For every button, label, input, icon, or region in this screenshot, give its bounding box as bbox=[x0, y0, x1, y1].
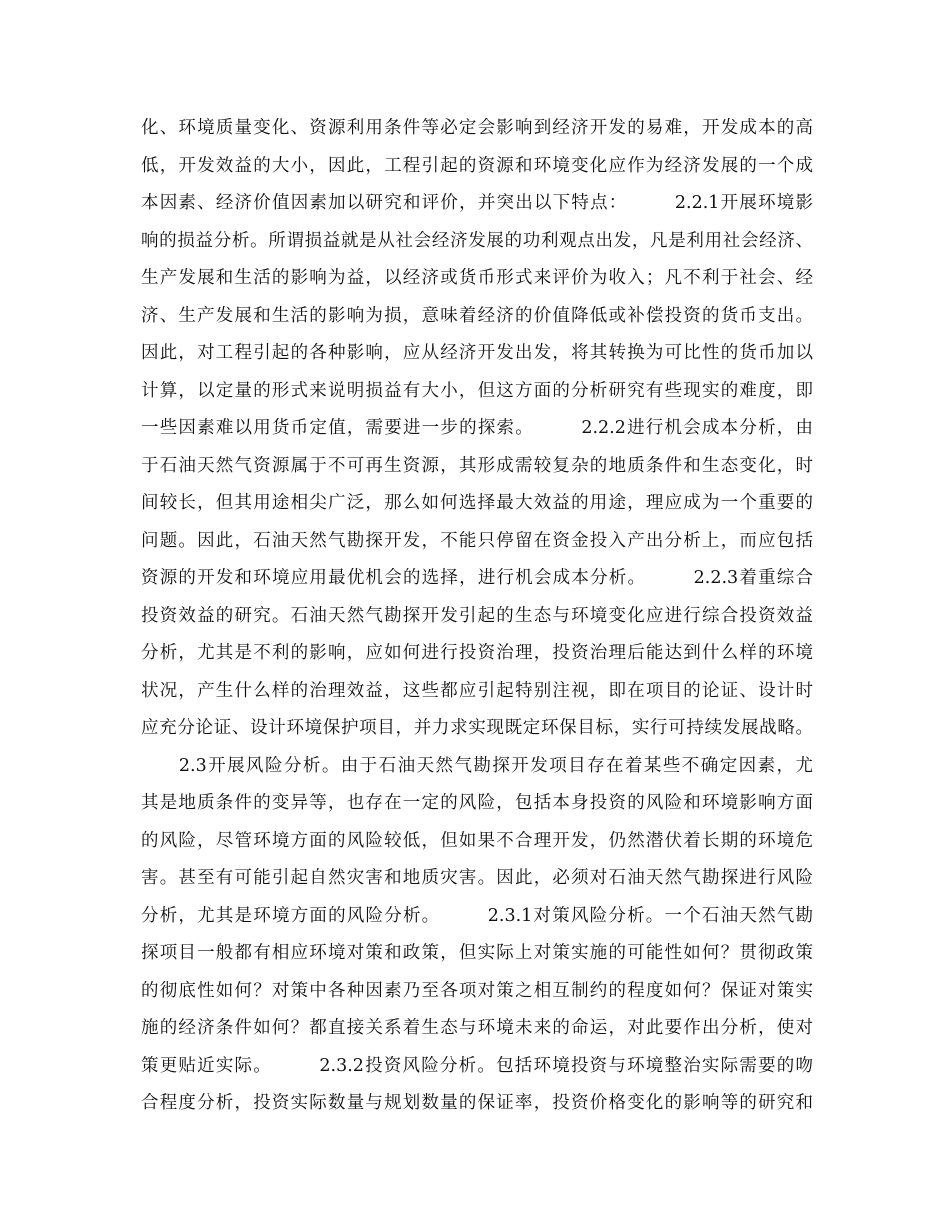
text-line: 生产发展和生活的影响为益，以经济或货币形式来评价为收入；凡不利于社会、经 bbox=[141, 268, 813, 288]
body-text bbox=[141, 110, 813, 1123]
text-line: 本因素、经济价值因素加以研究和评价，并突出以下特点： 2.2.1开展环境影 bbox=[141, 193, 813, 213]
text-line: 探项目一般都有相应环境对策和政策，但实际上对策实施的可能性如何？贯彻政策 bbox=[141, 943, 813, 963]
text-line: 状况，产生什么样的治理效益，这些都应引起特别注视，即在项目的论证、设计时 bbox=[141, 680, 813, 701]
text-line: 资源的开发和环境应用最优机会的选择，进行机会成本分析。 2.2.3着重综合 bbox=[141, 568, 813, 588]
text-line: 2.3开展风险分析。由于石油天然气勘探开发项目存在着某些不确定因素，尤 bbox=[141, 755, 813, 776]
text-line: 计算，以定量的形式来说明损益有大小，但这方面的分析研究有些现实的难度，即 bbox=[141, 380, 813, 401]
text-line: 一些因素难以用货币定值，需要进一步的探索。 2.2.2进行机会成本分析，由 bbox=[141, 418, 813, 438]
text-line: 分析，尤其是不利的影响，应如何进行投资治理，投资治理后能达到什么样的环境 bbox=[141, 643, 813, 663]
text-line: 化、环境质量变化、资源利用条件等必定会影响到经济开发的易难，开发成本的高 bbox=[141, 118, 813, 138]
text-line: 的风险，尽管环境方面的风险较低，但如果不合理开发，仍然潜伏着长期的环境危 bbox=[141, 830, 813, 851]
text-line: 策更贴近实际。 2.3.2投资风险分析。包括环境投资与环境整治实际需要的吻 bbox=[141, 1055, 813, 1076]
text-line: 响的损益分析。所谓损益就是从社会经济发展的功利观点出发，凡是利用社会经济、 bbox=[141, 230, 813, 251]
text-line: 间较长，但其用途相尖广泛，那么如何选择最大效益的用途，理应成为一个重要的 bbox=[141, 493, 813, 513]
text-line: 的彻底性如何？对策中各种因素乃至各项对策之相互制约的程度如何？保证对策实 bbox=[141, 980, 813, 1001]
text-line: 低，开发效益的大小，因此，工程引起的资源和环境变化应作为经济发展的一个成 bbox=[141, 155, 813, 176]
text-line: 济、生产发展和生活的影响为损，意味着经济的价值降低或补偿投资的货币支出。 bbox=[141, 305, 813, 326]
text-line: 合程度分析，投资实际数量与规划数量的保证率，投资价格变化的影响等的研究和 bbox=[141, 1093, 813, 1113]
text-line: 施的经济条件如何？都直接关系着生态与环境未来的命运，对此要作出分析，使对 bbox=[141, 1018, 813, 1038]
text-line: 其是地质条件的变异等，也存在一定的风险，包括本身投资的风险和环境影响方面 bbox=[141, 793, 813, 813]
text-line: 害。甚至有可能引起自然灾害和地质灾害。因此，必须对石油天然气勘探进行风险 bbox=[141, 868, 813, 888]
text-line: 分析，尤其是环境方面的风险分析。 2.3.1对策风险分析。一个石油天然气勘 bbox=[141, 905, 813, 926]
text-line: 应充分论证、设计环境保护项目，并力求实现既定环保目标，实行可持续发展战略。 bbox=[141, 718, 813, 738]
text-line: 问题。因此，石油天然气勘探开发，不能只停留在资金投入产出分析上，而应包括 bbox=[141, 530, 813, 551]
text-line: 于石油天然气资源属于不可再生资源，其形成需较复杂的地质条件和生态变化，时 bbox=[141, 455, 813, 476]
text-line: 投资效益的研究。石油天然气勘探开发引起的生态与环境变化应进行综合投资效益 bbox=[141, 605, 813, 626]
text-line: 因此，对工程引起的各种影响，应从经济开发出发，将其转换为可比性的货币加以 bbox=[141, 343, 813, 363]
